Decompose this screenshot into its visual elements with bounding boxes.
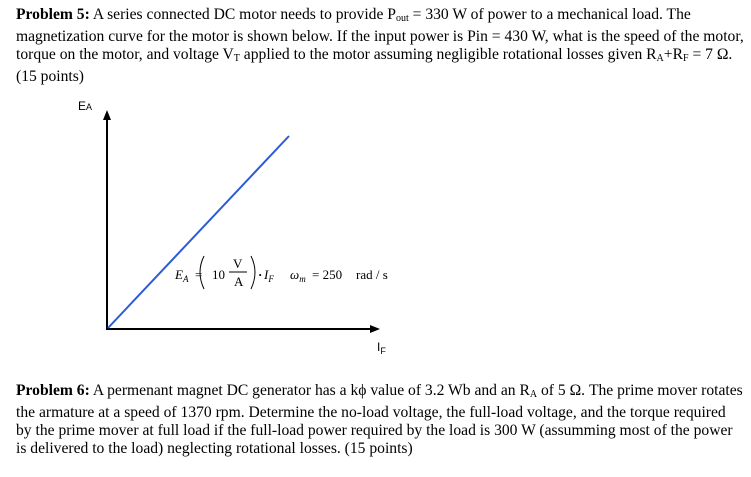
eq-omega xyxy=(290,267,306,307)
x-axis-label-sub: F xyxy=(380,346,386,356)
y-axis-label-sub: A xyxy=(86,102,93,112)
eq-equals: = xyxy=(195,267,203,282)
problem-6-label: Problem 6: xyxy=(16,382,90,399)
problem-6-text-part: of 5 Ω. The prime mover rotates the armature at a speed of 1370 rpm. Determine the no-load voltage, the full-load voltage, and the torque required by the prime mover at full load if the full-load power required by the load is 300 W (assumming most of the power is delivered to the load) neglecting rotational losses. (15 points) xyxy=(16,382,743,457)
r-f-subscript: F xyxy=(682,53,689,64)
problem-6-text-part: A permenant magnet DC generator has a kϕ value of 3.2 Wb and an R xyxy=(89,382,530,399)
problem-5-text-part: A series connected DC motor needs to provide P xyxy=(89,6,396,23)
r-a-subscript: A xyxy=(656,53,664,64)
p-out-subscript: out xyxy=(395,13,409,24)
problem-5-text-part: = 7 Ω. (15 points) xyxy=(16,46,733,85)
y-axis-arrowhead xyxy=(103,110,111,120)
right-paren xyxy=(251,256,255,289)
eq-omega-unit: rad / s xyxy=(356,267,388,282)
y-axis-label-main: E xyxy=(78,99,87,113)
problem-5-text-part: +R xyxy=(663,46,683,63)
eq-omega-value: = 250 xyxy=(312,267,343,282)
eq-coefficient: 10 xyxy=(212,267,225,282)
r-a-subscript: A xyxy=(529,389,538,400)
eq-frac-numerator: V xyxy=(233,256,243,271)
eq-dot: · xyxy=(258,267,263,282)
problem-5-text-part: = 330 W of power to a mechanical load. The magnetization curve for the motor is shown below. If the input power is Pin = 430 W, what is the speed of the motor, torque on the motor, and voltage V xyxy=(16,6,744,63)
v-t-subscript: T xyxy=(233,53,240,64)
x-axis-arrowhead xyxy=(370,325,380,333)
equation-lhs xyxy=(175,267,188,307)
y-axis-label xyxy=(78,99,92,113)
problem-5-label: Problem 5: xyxy=(16,6,90,23)
eq-i: I xyxy=(264,267,269,282)
eq-e-sub: A xyxy=(182,274,189,284)
eq-i-sub: F xyxy=(268,274,274,284)
problem-5-text-part: applied to the motor assuming negligible rotational losses given R xyxy=(239,46,657,63)
eq-omega-symbol: ω xyxy=(290,267,300,282)
eq-var xyxy=(264,267,274,307)
eq-frac-denominator: A xyxy=(234,274,244,289)
eq-omega-sub: m xyxy=(299,274,306,284)
x-axis-label xyxy=(377,340,386,356)
eq-e: E xyxy=(175,267,183,282)
problem-6-text xyxy=(16,382,744,458)
x-axis-label-main: I xyxy=(377,340,381,354)
